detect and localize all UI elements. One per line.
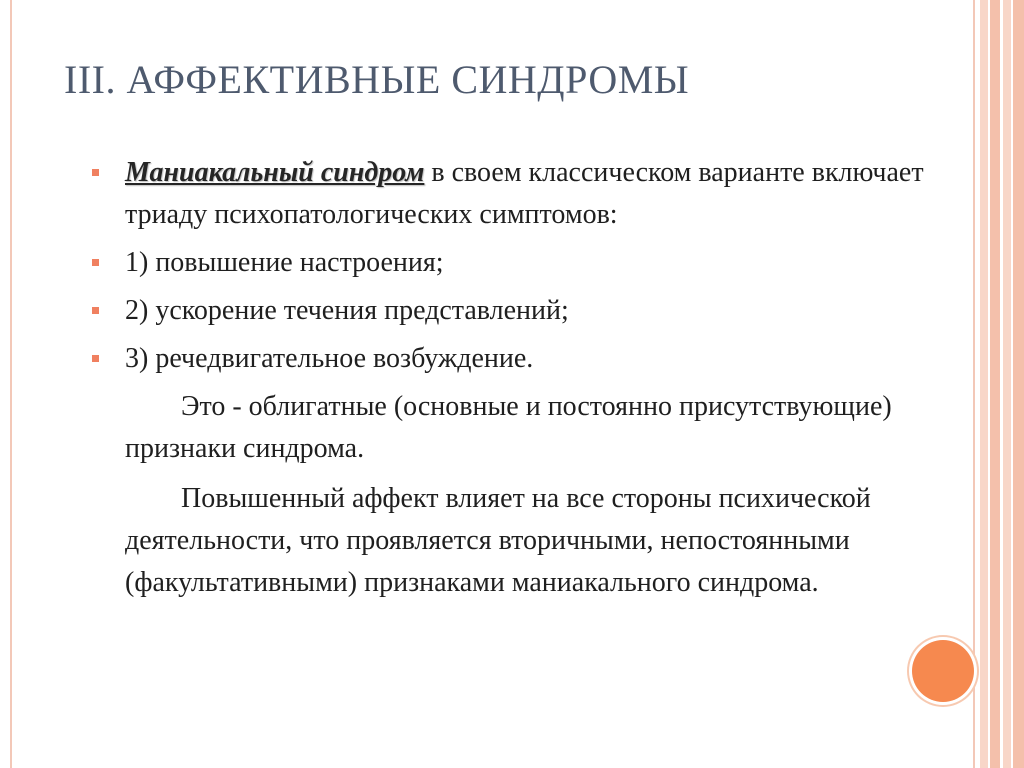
slide-title: III. АФФЕКТИВНЫЕ СИНДРОМЫ <box>64 57 690 102</box>
bullet-square-icon <box>92 355 99 362</box>
bullet-item <box>92 290 962 332</box>
bullet-square-icon <box>92 307 99 314</box>
paragraph-affect: Повышенный аффект влияет на все стороны психической деятельности, что проявляется вторичными, непостоянными (факультативными) признаками маниакального синдрома. <box>125 483 871 598</box>
bullet-square-icon <box>92 259 99 266</box>
bullet-item <box>92 242 962 284</box>
bullet-text: в своем классическом варианте включает триаду психопатологических симптомов: <box>125 157 924 230</box>
paragraph-obligate: Это - облигатные (основные и постоянно присутствующие) признаки синдрома. <box>125 391 892 464</box>
decorative-stripe <box>990 0 1000 768</box>
term-manic-syndrome: Маниакальный синдром <box>125 157 425 188</box>
bullet-item <box>92 152 962 236</box>
slide-body <box>92 152 962 612</box>
bullet-square-icon <box>92 169 99 176</box>
bullet-item <box>92 338 962 380</box>
bullet-text: 1) повышение настроения; <box>125 247 444 278</box>
decorative-stripe <box>980 0 988 768</box>
bullet-text: 3) речедвигательное возбуждение. <box>125 343 534 374</box>
bullet-text: 2) ускорение течения представлений; <box>125 295 569 326</box>
frame-left-line <box>10 0 12 768</box>
decorative-circle <box>912 640 974 702</box>
frame-right-line <box>973 0 975 768</box>
decorative-stripe <box>1003 0 1011 768</box>
decorative-stripe <box>1013 0 1024 768</box>
